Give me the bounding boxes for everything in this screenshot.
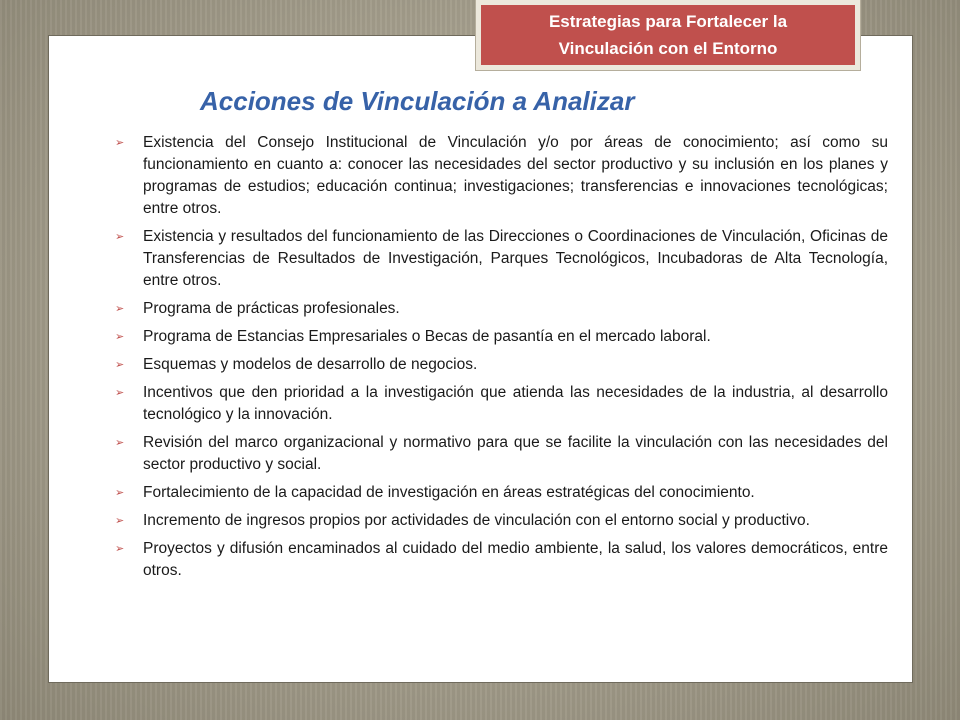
arrow-bullet-icon: ➢ [115, 231, 125, 243]
bullet-text: Proyectos y difusión encaminados al cuidado del medio ambiente, la salud, los valores democráticos, entre otros. [143, 540, 888, 579]
bullet-item [112, 510, 888, 532]
slide-title-line-2: Vinculación con el Entorno [558, 39, 778, 58]
bullet-text: Incremento de ingresos propios por actividades de vinculación con el entorno social y productivo. [143, 512, 810, 529]
arrow-bullet-icon: ➢ [115, 437, 125, 449]
arrow-bullet-icon: ➢ [115, 487, 125, 499]
slide-title-tab [476, 0, 860, 70]
bullet-text: Incentivos que den prioridad a la investigación que atienda las necesidades de la industria, al desarrollo tecnológico y la innovación. [143, 384, 888, 423]
bullet-item [112, 382, 888, 426]
bullet-text: Revisión del marco organizacional y normativo para que se facilite la vinculación con las necesidades del sector productivo y social. [143, 434, 888, 473]
bullet-text: Existencia del Consejo Institucional de Vinculación y/o por áreas de conocimiento; así como su funcionamiento en cuanto a: conocer las necesidades del sector productivo y su inclusión en los planes y programas de estudios; educación continua; investigaciones; transferencias e innovaciones tecnológicas; entre otros. [143, 134, 888, 217]
arrow-bullet-icon: ➢ [115, 303, 125, 315]
bullet-item [112, 298, 888, 320]
bullet-text: Existencia y resultados del funcionamiento de las Direcciones o Coordinaciones de Vinculación, Oficinas de Transferencias de Resultados de Investigación, Parques Tecnológicos, Incubadoras de Alta Tecnología, entre otros. [143, 228, 888, 289]
bullet-item [112, 354, 888, 376]
bullet-text: Programa de Estancias Empresariales o Becas de pasantía en el mercado laboral. [143, 328, 711, 345]
arrow-bullet-icon: ➢ [115, 543, 125, 555]
bullet-item [112, 132, 888, 220]
bullet-item [112, 326, 888, 348]
bullet-text: Fortalecimiento de la capacidad de investigación en áreas estratégicas del conocimiento. [143, 484, 755, 501]
arrow-bullet-icon: ➢ [115, 137, 125, 149]
bullet-text: Programa de prácticas profesionales. [143, 300, 400, 317]
bullet-item [112, 482, 888, 504]
bullet-text: Esquemas y modelos de desarrollo de negocios. [143, 356, 478, 373]
slide-title-line-1: Estrategias para Fortalecer la [548, 12, 788, 31]
arrow-bullet-icon: ➢ [115, 331, 125, 343]
arrow-bullet-icon: ➢ [115, 387, 125, 399]
arrow-bullet-icon: ➢ [115, 359, 125, 371]
bullet-list [112, 132, 888, 588]
bullet-item [112, 226, 888, 292]
section-heading: Acciones de Vinculación a Analizar [200, 86, 635, 116]
bullet-item [112, 432, 888, 476]
arrow-bullet-icon: ➢ [115, 515, 125, 527]
bullet-item [112, 538, 888, 582]
